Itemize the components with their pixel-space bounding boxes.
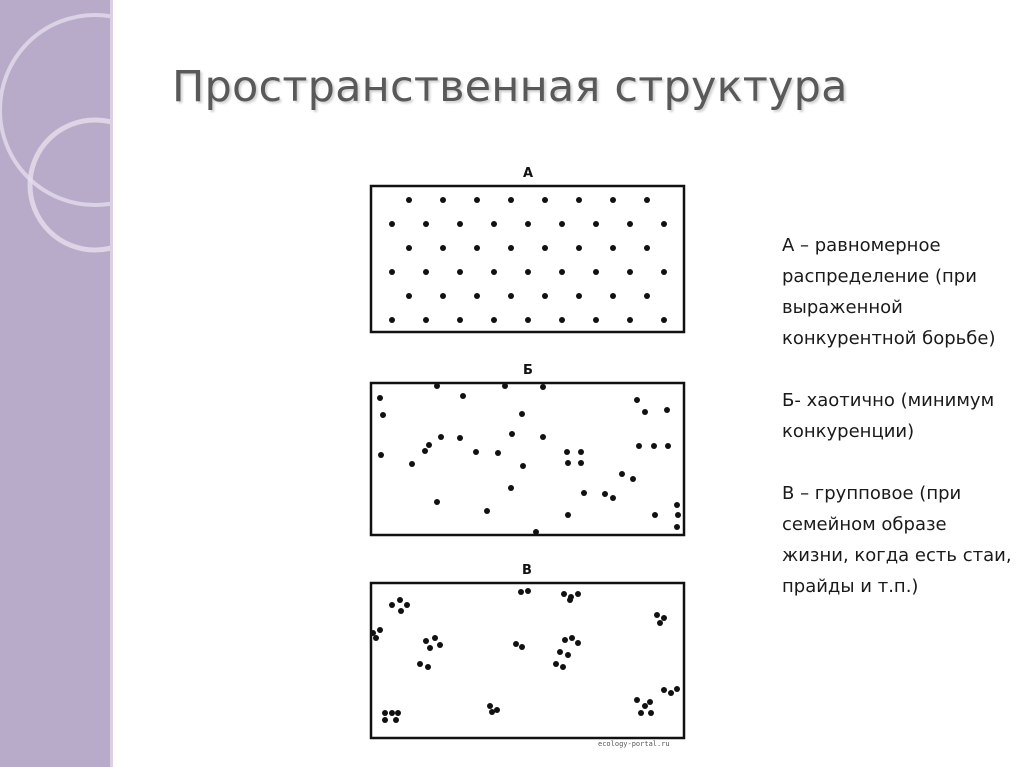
dot-uniform — [559, 269, 565, 275]
dot-random — [540, 434, 546, 440]
panel-label-c: В — [522, 563, 533, 578]
dot-clumped — [397, 597, 403, 603]
dot-clumped — [377, 627, 383, 633]
dot-uniform — [474, 197, 480, 203]
dot-uniform — [593, 317, 599, 323]
dot-uniform — [389, 269, 395, 275]
dot-clumped — [654, 612, 660, 618]
dot-clumped — [562, 637, 568, 643]
dot-random — [578, 460, 584, 466]
dot-random — [665, 443, 671, 449]
slide-title: Пространственная структура — [172, 62, 848, 112]
dot-clumped — [398, 608, 404, 614]
dot-clumped — [638, 710, 644, 716]
dot-clumped — [647, 699, 653, 705]
dot-random — [509, 431, 515, 437]
dot-random — [581, 490, 587, 496]
dot-uniform — [644, 197, 650, 203]
dot-uniform — [508, 293, 514, 299]
dot-uniform — [423, 317, 429, 323]
dot-uniform — [474, 293, 480, 299]
dot-uniform — [644, 293, 650, 299]
dot-clumped — [525, 588, 531, 594]
dot-clumped — [382, 710, 388, 716]
dot-random — [652, 512, 658, 518]
dot-uniform — [508, 245, 514, 251]
dot-clumped — [575, 640, 581, 646]
dot-random — [473, 449, 479, 455]
dot-uniform — [525, 269, 531, 275]
dot-uniform — [627, 269, 633, 275]
dot-random — [409, 461, 415, 467]
dot-uniform — [576, 197, 582, 203]
dot-random — [634, 397, 640, 403]
dot-random — [495, 450, 501, 456]
dot-clumped — [560, 664, 566, 670]
dot-random — [380, 412, 386, 418]
panel-c-frame — [371, 583, 684, 738]
dot-random — [434, 383, 440, 389]
dot-random — [540, 384, 546, 390]
dot-clumped — [389, 602, 395, 608]
dot-random — [422, 448, 428, 454]
dot-clumped — [513, 641, 519, 647]
dot-random — [533, 529, 539, 535]
dot-random — [565, 512, 571, 518]
dot-uniform — [542, 197, 548, 203]
legend — [782, 230, 1017, 602]
dot-uniform — [610, 197, 616, 203]
dot-clumped — [389, 710, 395, 716]
dot-uniform — [542, 245, 548, 251]
dot-clumped — [674, 686, 680, 692]
dot-random — [564, 449, 570, 455]
dot-uniform — [576, 245, 582, 251]
dot-clumped — [567, 597, 573, 603]
dot-uniform — [610, 293, 616, 299]
dot-uniform — [440, 245, 446, 251]
dot-clumped — [393, 717, 399, 723]
dot-clumped — [561, 591, 567, 597]
dot-random — [642, 409, 648, 415]
dot-uniform — [559, 317, 565, 323]
dot-random — [636, 443, 642, 449]
dot-clumped — [373, 635, 379, 641]
dot-uniform — [457, 269, 463, 275]
dot-clumped — [553, 661, 559, 667]
dot-clumped — [404, 602, 410, 608]
dot-clumped — [519, 644, 525, 650]
dot-uniform — [491, 221, 497, 227]
dot-clumped — [437, 642, 443, 648]
panel-c-clumped — [370, 583, 684, 738]
dot-uniform — [525, 221, 531, 227]
panel-label-b: Б — [523, 363, 534, 378]
dot-clumped — [668, 690, 674, 696]
dot-clumped — [518, 589, 524, 595]
dot-random — [610, 495, 616, 501]
dot-clumped — [487, 703, 493, 709]
dot-random — [508, 485, 514, 491]
dot-clumped — [565, 652, 571, 658]
dot-uniform — [593, 221, 599, 227]
dot-uniform — [627, 221, 633, 227]
dot-random — [565, 460, 571, 466]
dot-uniform — [440, 197, 446, 203]
dot-uniform — [491, 317, 497, 323]
dot-clumped — [425, 664, 431, 670]
dot-clumped — [417, 661, 423, 667]
dot-uniform — [423, 269, 429, 275]
dot-clumped — [575, 591, 581, 597]
legend-item-c: В – групповое (при семейном образе жизни, когда есть стаи, прайды и т.п.) — [782, 483, 1012, 597]
dot-clumped — [569, 635, 575, 641]
dot-uniform — [474, 245, 480, 251]
panel-label-a: А — [523, 166, 535, 181]
dot-clumped — [370, 630, 376, 636]
dot-random — [378, 452, 384, 458]
dot-random — [426, 442, 432, 448]
dot-uniform — [610, 245, 616, 251]
dot-uniform — [440, 293, 446, 299]
dot-random — [578, 449, 584, 455]
panel-a-uniform — [371, 186, 684, 332]
dot-uniform — [661, 221, 667, 227]
dot-uniform — [559, 221, 565, 227]
dot-random — [519, 411, 525, 417]
dot-clumped — [642, 703, 648, 709]
dot-random — [434, 499, 440, 505]
panel-b-frame — [371, 383, 684, 535]
dot-clumped — [489, 709, 495, 715]
dot-random — [484, 508, 490, 514]
dot-clumped — [382, 717, 388, 723]
dot-uniform — [508, 197, 514, 203]
dot-random — [438, 434, 444, 440]
panel-b-random — [371, 383, 684, 535]
dot-uniform — [525, 317, 531, 323]
dot-clumped — [648, 710, 654, 716]
legend-item-a: А – равномерное распределение (при выраженной конкурентной борьбе) — [782, 235, 996, 349]
dot-uniform — [406, 293, 412, 299]
dot-random — [664, 407, 670, 413]
dot-clumped — [657, 620, 663, 626]
dot-uniform — [457, 221, 463, 227]
panel-a-frame — [371, 186, 684, 332]
dot-random — [674, 524, 680, 530]
dot-random — [602, 491, 608, 497]
dot-clumped — [661, 615, 667, 621]
dot-uniform — [389, 221, 395, 227]
dot-uniform — [457, 317, 463, 323]
dot-uniform — [661, 317, 667, 323]
dot-uniform — [627, 317, 633, 323]
dot-random — [674, 502, 680, 508]
dot-uniform — [389, 317, 395, 323]
dot-uniform — [423, 221, 429, 227]
dot-clumped — [423, 638, 429, 644]
dot-random — [619, 471, 625, 477]
dot-clumped — [427, 645, 433, 651]
dot-uniform — [644, 245, 650, 251]
dot-uniform — [542, 293, 548, 299]
dot-clumped — [661, 687, 667, 693]
dot-clumped — [557, 649, 563, 655]
dot-uniform — [593, 269, 599, 275]
dot-random — [630, 476, 636, 482]
dot-uniform — [406, 197, 412, 203]
dot-uniform — [491, 269, 497, 275]
dot-uniform — [406, 245, 412, 251]
dot-uniform — [661, 269, 667, 275]
dot-random — [460, 393, 466, 399]
dot-clumped — [432, 635, 438, 641]
dot-random — [502, 383, 508, 389]
source-credit: ecology-portal.ru — [598, 740, 670, 748]
dot-uniform — [576, 293, 582, 299]
dot-random — [377, 395, 383, 401]
dot-clumped — [634, 697, 640, 703]
dot-random — [457, 435, 463, 441]
dot-random — [651, 443, 657, 449]
dot-random — [675, 512, 681, 518]
dot-clumped — [395, 710, 401, 716]
dot-random — [520, 463, 526, 469]
legend-item-b: Б- хаотично (минимум конкуренции) — [782, 390, 995, 442]
